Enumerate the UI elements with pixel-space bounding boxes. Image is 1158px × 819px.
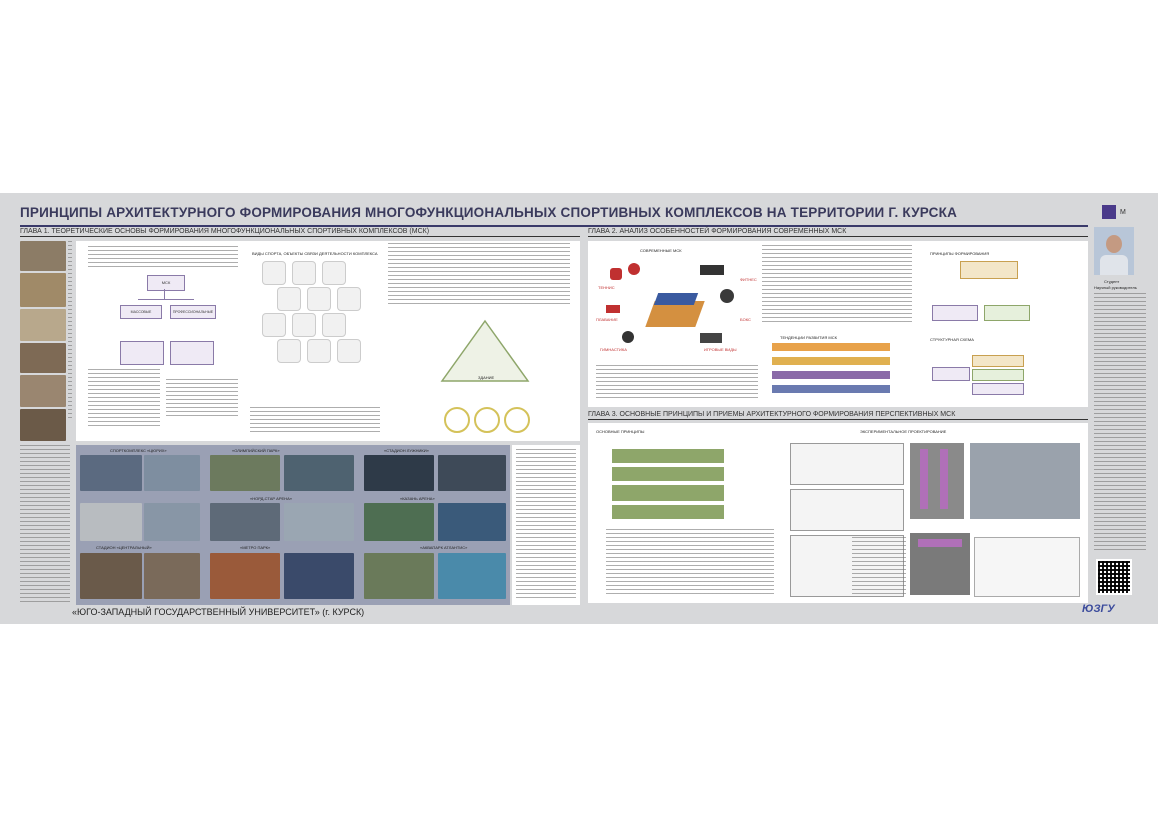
- photo: [20, 375, 66, 407]
- text-block: [606, 529, 774, 597]
- photo: [438, 455, 506, 491]
- kettlebell-icon: [610, 268, 622, 280]
- building-roof-icon: [654, 293, 698, 305]
- gear-icon: [622, 331, 634, 343]
- sport-icon: [337, 287, 361, 311]
- photo: [364, 455, 434, 491]
- principle-bar: [612, 449, 724, 463]
- chapter-3-line: [588, 419, 1088, 420]
- hex-grid: [262, 261, 372, 391]
- history-photos: [20, 241, 66, 441]
- scheme-label: ИГРОВЫЕ ВИДЫ: [704, 347, 737, 352]
- trend-bar: [772, 371, 890, 379]
- photo: [438, 503, 506, 541]
- chart-box: [972, 369, 1024, 381]
- text-block: [516, 449, 576, 599]
- connector: [164, 289, 165, 299]
- chart-box: [932, 367, 970, 381]
- site-plan: [974, 537, 1080, 597]
- scheme-label: ПЛАВАНИЕ: [596, 317, 618, 322]
- photo: [80, 553, 142, 599]
- scheme-label: ФИТНЕС: [740, 277, 757, 282]
- photo: [210, 503, 280, 541]
- chart-box: [972, 383, 1024, 395]
- trend-bar: [772, 343, 890, 351]
- principles-left-title: ОСНОВНЫЕ ПРИНЦИПЫ: [596, 429, 645, 434]
- example-caption: «МЕТРО ПАРК»: [240, 545, 271, 550]
- render-image: [910, 533, 970, 595]
- trend-bar: [772, 357, 890, 365]
- photo: [210, 553, 280, 599]
- author-name: Студент: [1104, 279, 1120, 284]
- photo: [438, 553, 506, 599]
- principles-title: ПРИНЦИПЫ ФОРМИРОВАНИЯ: [930, 251, 990, 256]
- principle-box: [932, 305, 978, 321]
- text-block: [388, 243, 570, 307]
- principle-box: [984, 305, 1030, 321]
- ball-icon: [720, 289, 734, 303]
- vertical-text: [68, 241, 72, 421]
- poster-title: ПРИНЦИПЫ АРХИТЕКТУРНОГО ФОРМИРОВАНИЯ МНОГОФУНКЦИОНАЛЬНЫХ СПОРТИВНЫХ КОМПЛЕКСОВ НА ТЕРРИТОРИИ Г. КУРСКА: [20, 205, 958, 220]
- sport-icon: [292, 261, 316, 285]
- sport-icon: [292, 313, 316, 337]
- example-caption: «ОЛИМПИЙСКИЙ ПАРК»: [232, 448, 280, 453]
- text-block: [762, 245, 912, 325]
- chapter-1-title: ГЛАВА 1. ТЕОРЕТИЧЕСКИЕ ОСНОВЫ ФОРМИРОВАНИЯ МНОГОФУНКЦИОНАЛЬНЫХ СПОРТИВНЫХ КОМПЛЕКСОВ (МСК): [20, 228, 430, 235]
- text-block: [596, 365, 758, 401]
- circle-icon: [504, 407, 530, 433]
- sport-icon: [307, 287, 331, 311]
- sport-icon: [307, 339, 331, 363]
- facade-drawing: [790, 443, 904, 485]
- text-block: [852, 537, 906, 595]
- text-block: [88, 369, 160, 429]
- photo: [80, 455, 142, 491]
- photo: [144, 553, 200, 599]
- example-caption: «АКВАПАРК АТЛАНТИС»: [420, 545, 468, 550]
- principle-bar: [612, 505, 724, 519]
- diagram-sub-box: [170, 341, 214, 365]
- example-caption: СТАДИОН «ЦЕНТРАЛЬНЫЙ»: [96, 545, 152, 550]
- photo: [20, 273, 66, 307]
- sport-icon: [322, 261, 346, 285]
- photo: [20, 343, 66, 373]
- photo: [20, 309, 66, 341]
- photo: [364, 553, 434, 599]
- gym-icon: [628, 263, 640, 275]
- example-caption: «КАЗАНЬ АРЕНА»: [400, 496, 435, 501]
- chapter-2-line: [588, 236, 1088, 237]
- text-block: [88, 246, 238, 268]
- sport-icon: [262, 261, 286, 285]
- photo: [20, 409, 66, 441]
- photo: [284, 503, 354, 541]
- scheme-title: СОВРЕМЕННЫЕ МСК: [640, 248, 682, 253]
- dumbbell-icon: [606, 305, 620, 313]
- purple-square-icon: [1102, 205, 1116, 219]
- principle-bar: [612, 485, 724, 501]
- text-block: [166, 379, 238, 419]
- sport-icon: [337, 339, 361, 363]
- principle-box: [960, 261, 1018, 279]
- bench-icon: [700, 333, 722, 343]
- triangle-diagram: [440, 319, 530, 383]
- render-image: [970, 443, 1080, 519]
- connector: [138, 299, 194, 300]
- scheme-label: ГИМНАСТИКА: [600, 347, 627, 352]
- principle-bar: [612, 467, 724, 481]
- photo: [210, 455, 280, 491]
- example-caption: «СТАДИОН ЛУЖНИКИ»: [384, 448, 429, 453]
- author-role: Научный руководитель: [1094, 285, 1137, 290]
- photo: [144, 503, 200, 541]
- sport-icon: [262, 313, 286, 337]
- circle-icon: [474, 407, 500, 433]
- diagram-right-box: ПРОФЕССИОНАЛЬНЫЕ: [170, 305, 216, 319]
- author-text: [1094, 293, 1146, 553]
- text-block: [250, 407, 380, 435]
- photo: [20, 241, 66, 271]
- qr-code: [1096, 559, 1132, 595]
- chapter-2-title: ГЛАВА 2. АНАЛИЗ ОСОБЕННОСТЕЙ ФОРМИРОВАНИЯ СОВРЕМЕННЫХ МСК: [588, 228, 847, 235]
- circle-icon: [444, 407, 470, 433]
- photo: [284, 553, 354, 599]
- example-caption: СПОРТКОМПЛЕКС «ЦЮРИХ»: [110, 448, 167, 453]
- render-image: [910, 443, 964, 519]
- poster: [0, 193, 1158, 624]
- experimental-title: ЭКСПЕРИМЕНТАЛЬНОЕ ПРОЕКТИРОВАНИЕ: [860, 429, 947, 434]
- m-letter: М: [1120, 209, 1126, 216]
- chapter-1-line: [20, 236, 580, 237]
- sport-icon: [277, 287, 301, 311]
- facade-drawing: [790, 489, 904, 531]
- photo: [144, 455, 200, 491]
- university-footer: «ЮГО-ЗАПАДНЫЙ ГОСУДАРСТВЕННЫЙ УНИВЕРСИТЕТ» (г. КУРСК): [72, 607, 365, 617]
- photo: [80, 503, 142, 541]
- text-block: [20, 445, 70, 605]
- sport-icon: [322, 313, 346, 337]
- example-caption: «НОРД-СТАР АРЕНА»: [250, 496, 292, 501]
- photo: [284, 455, 354, 491]
- trend-bar: [772, 385, 890, 393]
- scheme-label: БОКС: [740, 317, 751, 322]
- title-rule: [20, 225, 1088, 227]
- equipment-icon: [700, 265, 724, 275]
- photo: [364, 503, 434, 541]
- scheme-label: ТЕННИС: [598, 285, 615, 290]
- university-logo: ЮЗГУ: [1082, 603, 1115, 615]
- diagram-left-box: МАССОВЫЕ: [120, 305, 162, 319]
- hex-title: ВИДЫ СПОРТА, ОБЪЕКТЫ СВЯЗИ ДЕЯТЕЛЬНОСТИ КОМПЛЕКСА: [252, 251, 378, 256]
- diagram-top-box: МСК: [147, 275, 185, 291]
- sport-icon: [277, 339, 301, 363]
- chart-title: СТРУКТУРНАЯ СХЕМА: [930, 337, 974, 342]
- diagram-sub-box: [120, 341, 164, 365]
- trends-title: ТЕНДЕНЦИИ РАЗВИТИЯ МСК: [780, 335, 837, 340]
- triangle-label: ЗДАНИЕ: [478, 375, 495, 380]
- author-photo: [1094, 227, 1134, 275]
- chart-box: [972, 355, 1024, 367]
- chapter-3-title: ГЛАВА 3. ОСНОВНЫЕ ПРИНЦИПЫ И ПРИЕМЫ АРХИТЕКТУРНОГО ФОРМИРОВАНИЯ ПЕРСПЕКТИВНЫХ МСК: [588, 411, 956, 418]
